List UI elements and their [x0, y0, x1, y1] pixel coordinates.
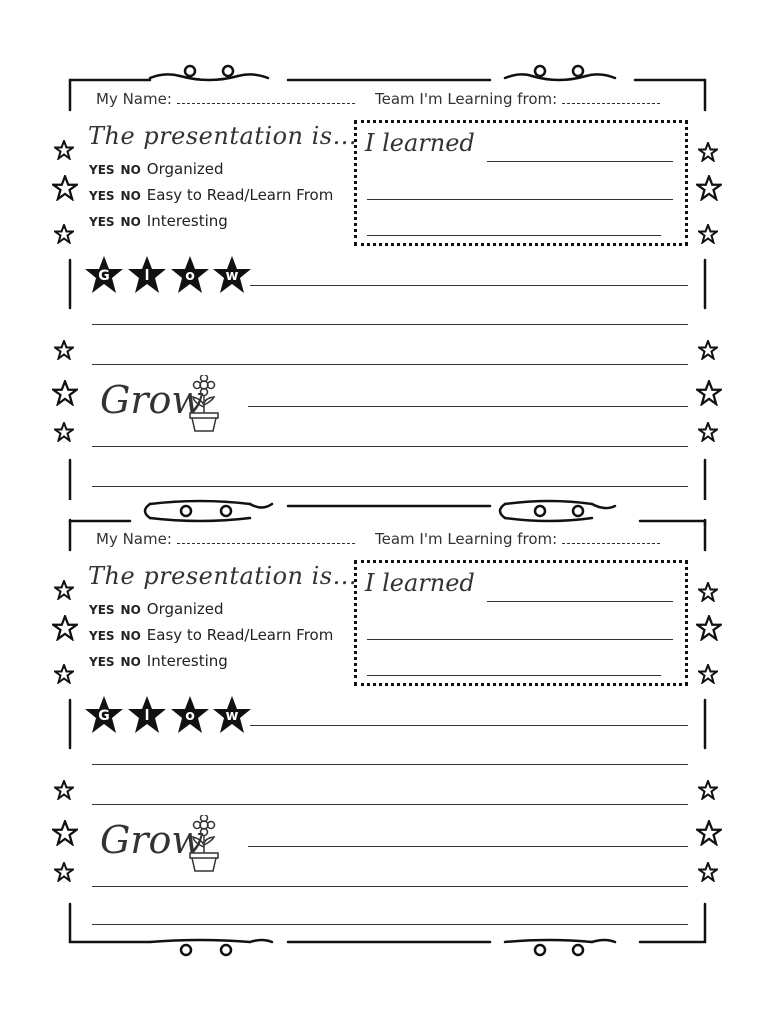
criterion-label: Organized	[146, 600, 224, 618]
grow-line[interactable]	[248, 846, 688, 847]
learned-box	[354, 120, 688, 246]
learned-title: I learned	[365, 129, 475, 157]
yes-option[interactable]: YES	[89, 655, 115, 669]
flower-pot-icon	[184, 815, 220, 873]
glow-letter: w	[225, 708, 239, 724]
criterion-label: Organized	[146, 160, 224, 178]
star-outline-icon	[52, 380, 78, 406]
criterion-row	[89, 212, 228, 230]
team-field	[375, 90, 660, 108]
team-label: Team I'm Learning from:	[375, 530, 558, 548]
glow-line[interactable]	[92, 804, 688, 805]
star-outline-icon	[54, 580, 74, 600]
grow-line[interactable]	[92, 924, 688, 925]
glow-letter: G	[98, 708, 110, 724]
star-outline-icon	[54, 862, 74, 882]
name-label: My Name:	[96, 530, 172, 548]
star-outline-icon	[54, 780, 74, 800]
glow-letter: G	[98, 268, 110, 284]
glow-line[interactable]	[92, 364, 688, 365]
learned-line[interactable]	[367, 235, 661, 236]
learned-line[interactable]	[487, 161, 673, 162]
presentation-title: The presentation is...	[88, 562, 357, 590]
criterion-label: Easy to Read/Learn From	[146, 626, 334, 644]
learned-line[interactable]	[367, 199, 673, 200]
flower-pot-icon	[184, 375, 220, 433]
no-option[interactable]: NO	[120, 629, 141, 643]
star-outline-icon	[698, 582, 718, 602]
criterion-row	[89, 652, 228, 670]
star-outline-icon	[698, 224, 718, 244]
grow-line[interactable]	[248, 406, 688, 407]
name-label: My Name:	[96, 90, 172, 108]
grow-title: Grow	[100, 378, 204, 422]
name-blank[interactable]	[177, 91, 355, 104]
star-outline-icon	[52, 820, 78, 846]
learned-line[interactable]	[367, 639, 673, 640]
star-outline-icon	[54, 422, 74, 442]
criterion-row	[89, 160, 224, 178]
star-outline-icon	[696, 820, 722, 846]
glow-line[interactable]	[250, 725, 688, 726]
star-outline-icon	[54, 340, 74, 360]
criterion-label: Interesting	[146, 652, 228, 670]
team-blank[interactable]	[562, 91, 660, 104]
grow-title: Grow	[100, 818, 204, 862]
name-field	[96, 90, 355, 108]
name-field	[96, 530, 355, 548]
glow-line[interactable]	[92, 324, 688, 325]
yes-option[interactable]: YES	[89, 603, 115, 617]
team-blank[interactable]	[562, 531, 660, 544]
star-outline-icon	[698, 340, 718, 360]
grow-line[interactable]	[92, 486, 688, 487]
grow-line[interactable]	[92, 446, 688, 447]
star-outline-icon	[698, 780, 718, 800]
yes-option[interactable]: YES	[89, 189, 115, 203]
learned-title: I learned	[365, 569, 475, 597]
criterion-label: Interesting	[146, 212, 228, 230]
star-outline-icon	[54, 664, 74, 684]
star-outline-icon	[698, 422, 718, 442]
presentation-title: The presentation is...	[88, 122, 357, 150]
yes-option[interactable]: YES	[89, 215, 115, 229]
criterion-row	[89, 626, 333, 644]
star-outline-icon	[696, 175, 722, 201]
criterion-row	[89, 186, 333, 204]
glow-letter: o	[185, 708, 195, 724]
learned-line[interactable]	[487, 601, 673, 602]
yes-option[interactable]: YES	[89, 629, 115, 643]
learned-box	[354, 560, 688, 686]
star-outline-icon	[698, 862, 718, 882]
learned-line[interactable]	[367, 675, 661, 676]
criterion-row	[89, 600, 224, 618]
no-option[interactable]: NO	[120, 603, 141, 617]
star-outline-icon	[54, 140, 74, 160]
star-outline-icon	[698, 142, 718, 162]
star-outline-icon	[54, 224, 74, 244]
no-option[interactable]: NO	[120, 163, 141, 177]
star-outline-icon	[698, 664, 718, 684]
glow-letter: o	[185, 268, 195, 284]
glow-letter: l	[144, 708, 150, 724]
glow-line[interactable]	[92, 764, 688, 765]
grow-line[interactable]	[92, 886, 688, 887]
yes-option[interactable]: YES	[89, 163, 115, 177]
no-option[interactable]: NO	[120, 215, 141, 229]
star-outline-icon	[52, 615, 78, 641]
criterion-label: Easy to Read/Learn From	[146, 186, 334, 204]
feedback-card-2	[0, 500, 768, 940]
no-option[interactable]: NO	[120, 189, 141, 203]
star-outline-icon	[696, 380, 722, 406]
feedback-card-1	[0, 60, 768, 500]
name-blank[interactable]	[177, 531, 355, 544]
glow-line[interactable]	[250, 285, 688, 286]
star-outline-icon	[52, 175, 78, 201]
glow-letter: w	[225, 268, 239, 284]
star-outline-icon	[696, 615, 722, 641]
team-field	[375, 530, 660, 548]
no-option[interactable]: NO	[120, 655, 141, 669]
glow-letter: l	[144, 268, 150, 284]
team-label: Team I'm Learning from:	[375, 90, 558, 108]
